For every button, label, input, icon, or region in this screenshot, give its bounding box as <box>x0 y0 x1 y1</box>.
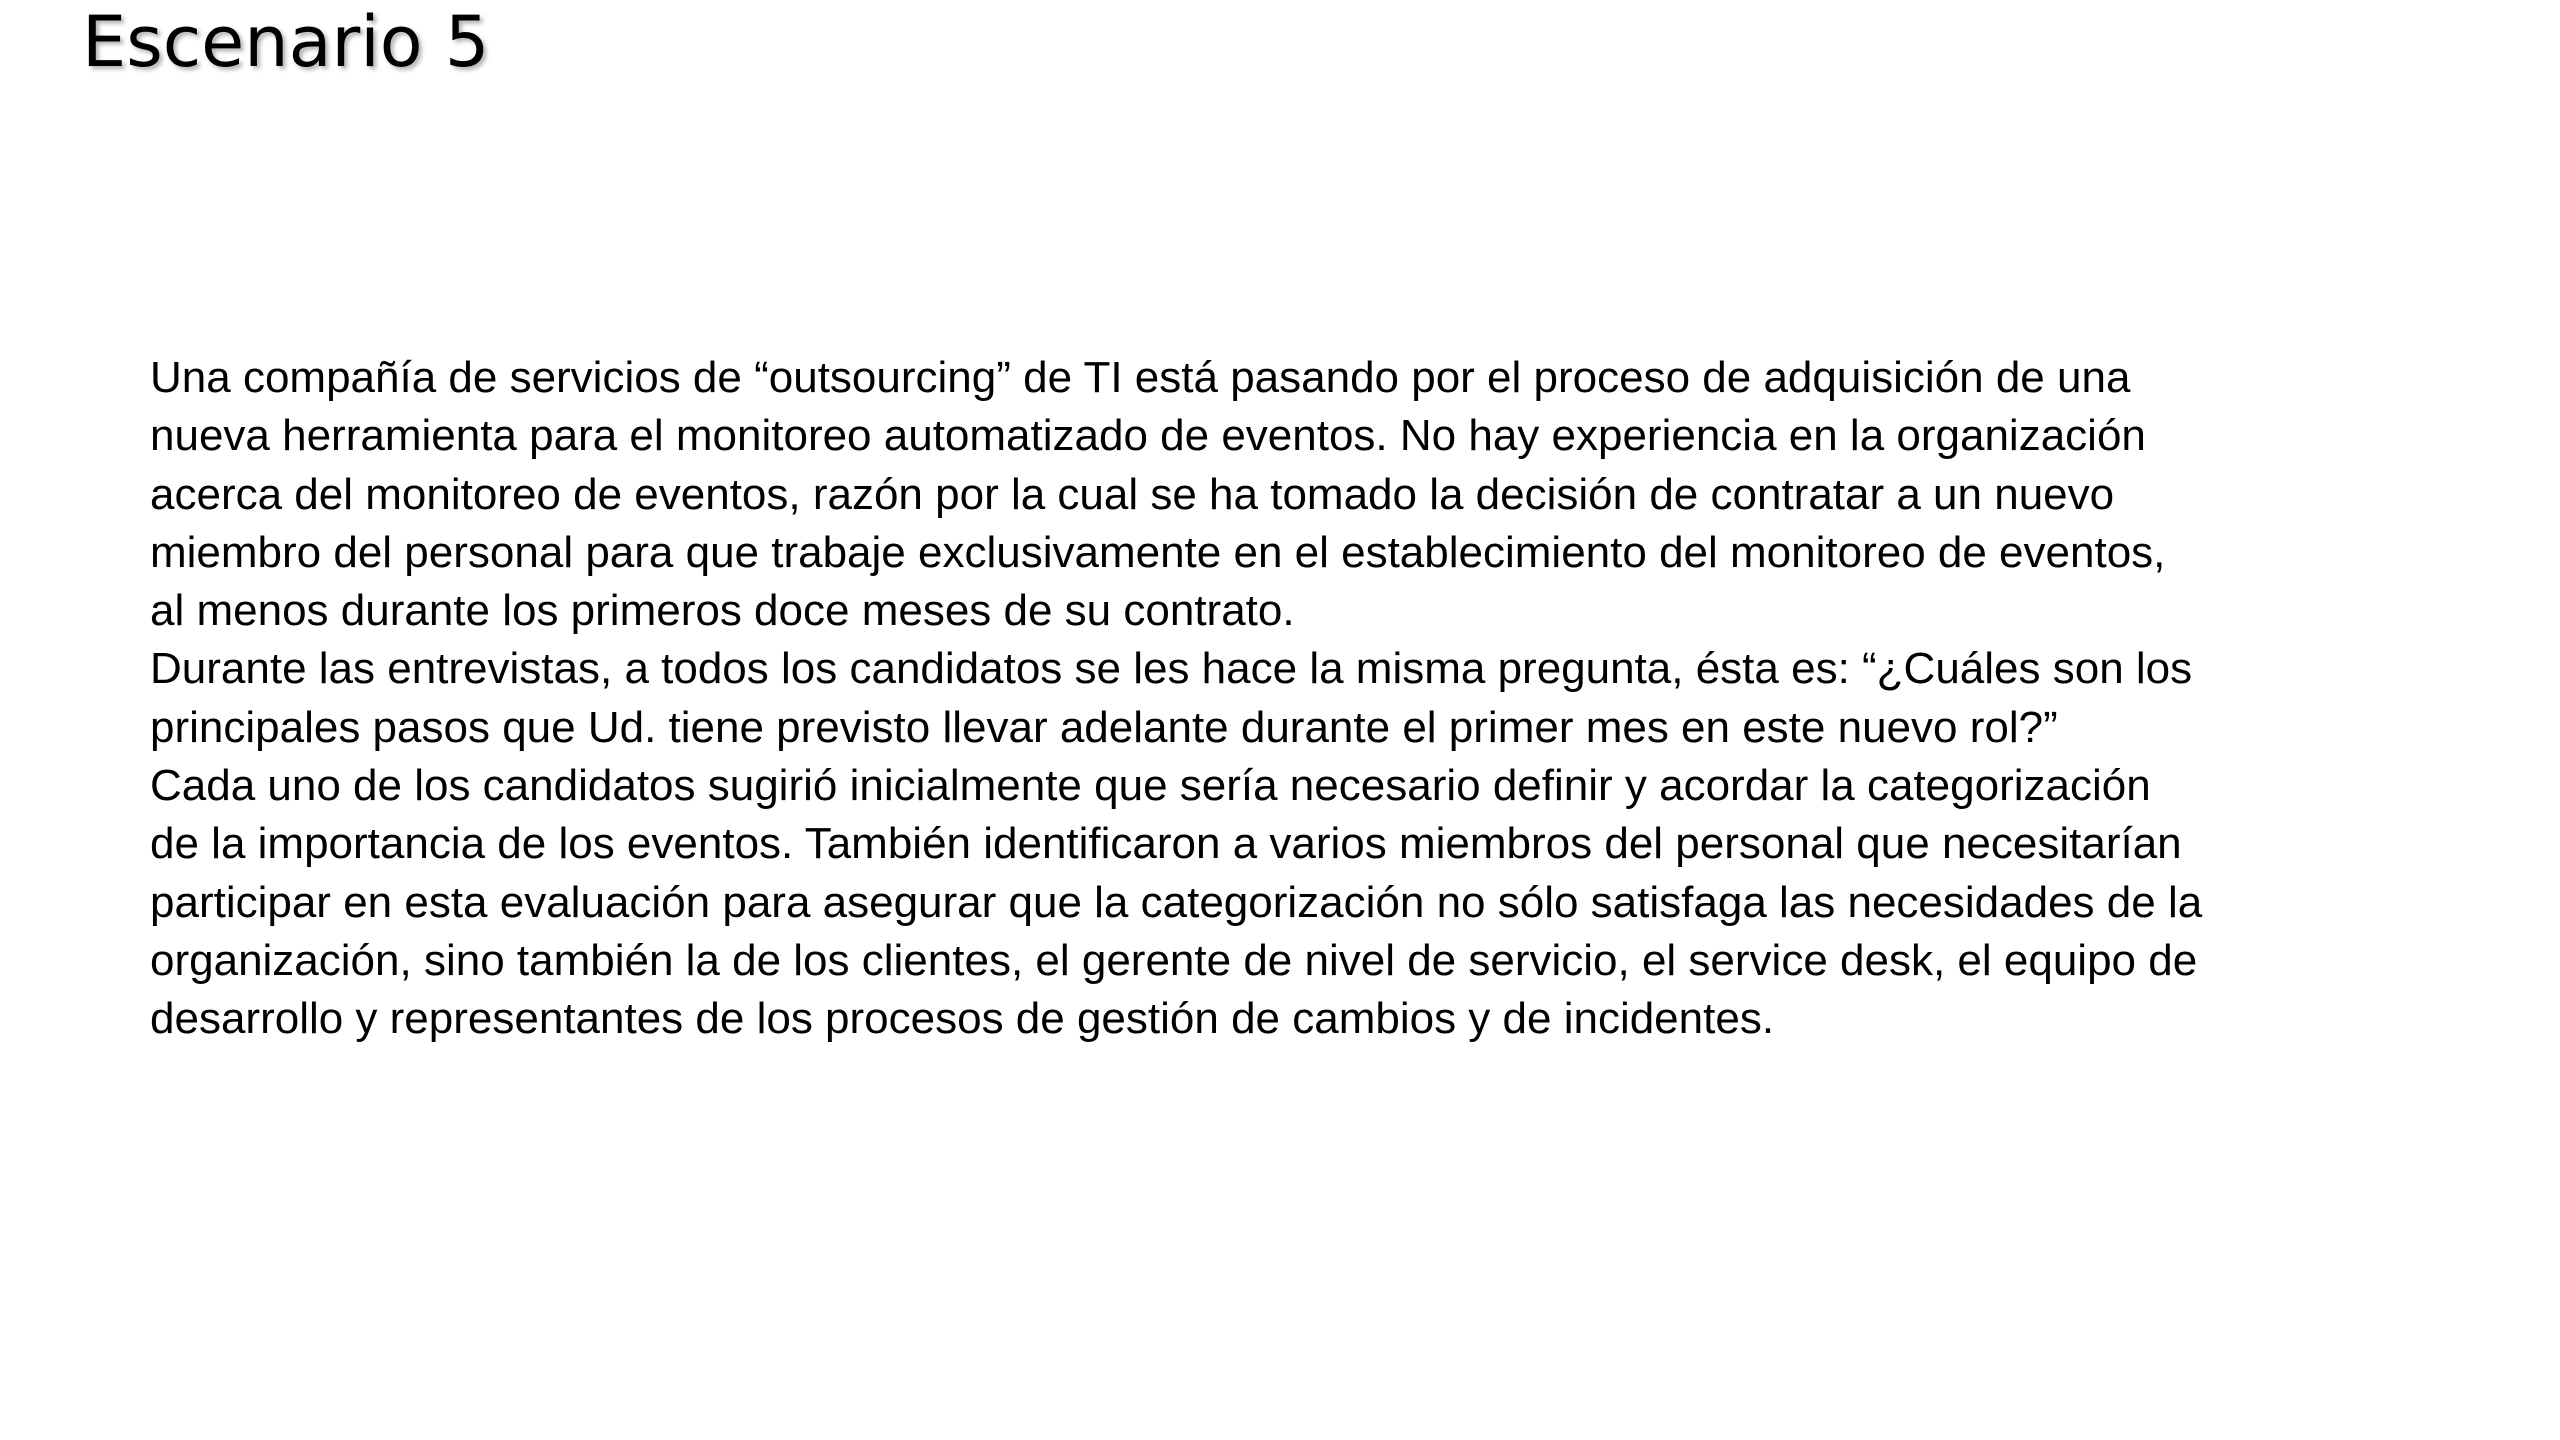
body-line: organización, sino también la de los clientes, el gerente de nivel de servicio, el service desk, el equipo de <box>150 935 2198 985</box>
body-line: miembro del personal para que trabaje exclusivamente en el establecimiento del monitoreo de eventos, <box>150 527 2166 577</box>
body-line: de la importancia de los eventos. También identificaron a varios miembros del personal que necesitarían <box>150 819 2182 869</box>
body-line: desarrollo y representantes de los procesos de gestión de cambios y de incidentes. <box>150 994 1775 1044</box>
slide-title: Escenario 5 <box>82 1 490 83</box>
body-line: nueva herramienta para el monitoreo automatizado de eventos. No hay experiencia en la organización <box>150 411 2146 461</box>
body-line: Cada uno de los candidatos sugirió inicialmente que sería necesario definir y acordar la categorización <box>150 761 2151 811</box>
body-line: Una compañía de servicios de “outsourcing” de TI está pasando por el proceso de adquisición de una <box>150 353 2131 402</box>
slide-body <box>150 349 2450 1049</box>
body-line: participar en esta evaluación para asegurar que la categorización no sólo satisfaga las necesidades de la <box>150 877 2203 927</box>
body-line: al menos durante los primeros doce meses de su contrato. <box>150 586 1295 636</box>
body-line: acerca del monitoreo de eventos, razón por la cual se ha tomado la decisión de contratar a un nuevo <box>150 469 2115 519</box>
body-line: Durante las entrevistas, a todos los candidatos se les hace la misma pregunta, ésta es: “¿Cuáles son los <box>150 644 2193 694</box>
body-line: principales pasos que Ud. tiene previsto llevar adelante durante el primer mes en este nuevo rol?” <box>150 702 2058 752</box>
